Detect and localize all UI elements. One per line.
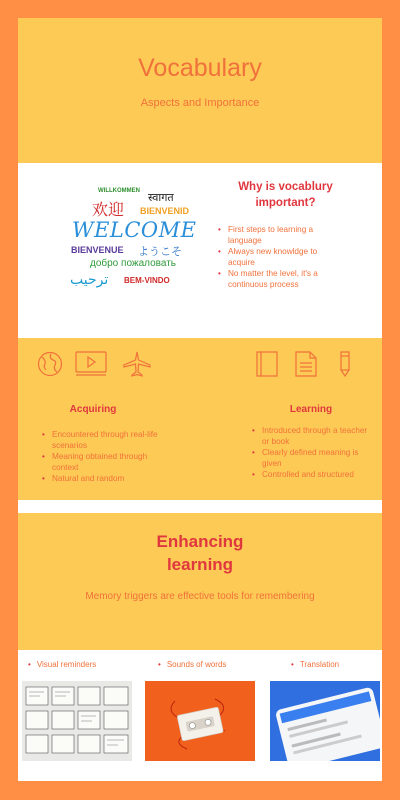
word-hindi: स्वागत (148, 192, 174, 204)
globe-icon (37, 351, 63, 377)
learning-bullet-list (250, 426, 370, 482)
why-bullet: • Always new knowldge to acquire (216, 247, 346, 268)
document-icon (295, 351, 317, 377)
word-japanese: ようこそ (138, 246, 182, 258)
page-subtitle: Aspects and Importance (140, 97, 260, 109)
acquiring-learning-section (18, 338, 382, 500)
word-welcome: WELCOME (72, 218, 197, 242)
hero-section (18, 18, 382, 163)
notebook-icon (256, 351, 278, 377)
video-player-icon (75, 351, 107, 377)
sketch-wireframes-image (22, 681, 132, 761)
why-bullet: • First steps to learning a language (216, 225, 346, 246)
translation-app-image (270, 681, 380, 761)
page-title: Vocabulary (138, 54, 262, 82)
tools-section (18, 650, 382, 781)
word-russian: добро пожаловать (90, 258, 176, 269)
pencil-icon (339, 351, 351, 377)
why-bullet-list (216, 225, 346, 291)
learning-title: Learning (289, 404, 333, 415)
tool-label-translation: • Translation (291, 660, 339, 669)
acquiring-bullet: • Meaning obtained through context (40, 452, 160, 473)
enhancing-title-text: Enhancing learning (156, 532, 244, 574)
word-bienvenid: BIENVENID (140, 206, 190, 216)
learning-bullet: • Introduced through a teacher or book (250, 426, 370, 447)
why-bullet: • No matter the level, it's a continuous process (216, 269, 346, 290)
acquiring-bullet-list (40, 430, 160, 486)
welcome-word-cloud-image (68, 185, 218, 295)
learning-bullet: • Controlled and structured (250, 470, 370, 481)
acquiring-bullet: • Encountered through real-life scenarios (40, 430, 160, 451)
why-title: Why is vocablury important? (238, 181, 333, 209)
word-arabic: ترحيب (70, 271, 109, 287)
cassette-tape-image (145, 681, 255, 761)
learning-bullet: • Clearly defined meaning is given (250, 448, 370, 469)
why-section (18, 163, 382, 338)
acquiring-bullet: • Natural and random (40, 474, 160, 485)
enhancing-section (18, 513, 382, 650)
airplane-icon (123, 351, 151, 377)
word-chinese: 欢迎 (92, 202, 125, 219)
word-bienvenue: BIENVENUE (71, 245, 124, 255)
enhancing-description: Memory triggers are effective tools for remembering (85, 591, 315, 602)
tool-label-sounds: • Sounds of words (158, 660, 226, 669)
enhancing-title (18, 530, 382, 576)
word-willkommen: WILLKOMMEN (98, 188, 140, 194)
word-bem-vindo: BEM-VINDO (124, 276, 170, 285)
acquiring-title: Acquiring (69, 404, 117, 415)
tool-label-visual: • Visual reminders (28, 660, 96, 669)
page-card (18, 18, 382, 781)
